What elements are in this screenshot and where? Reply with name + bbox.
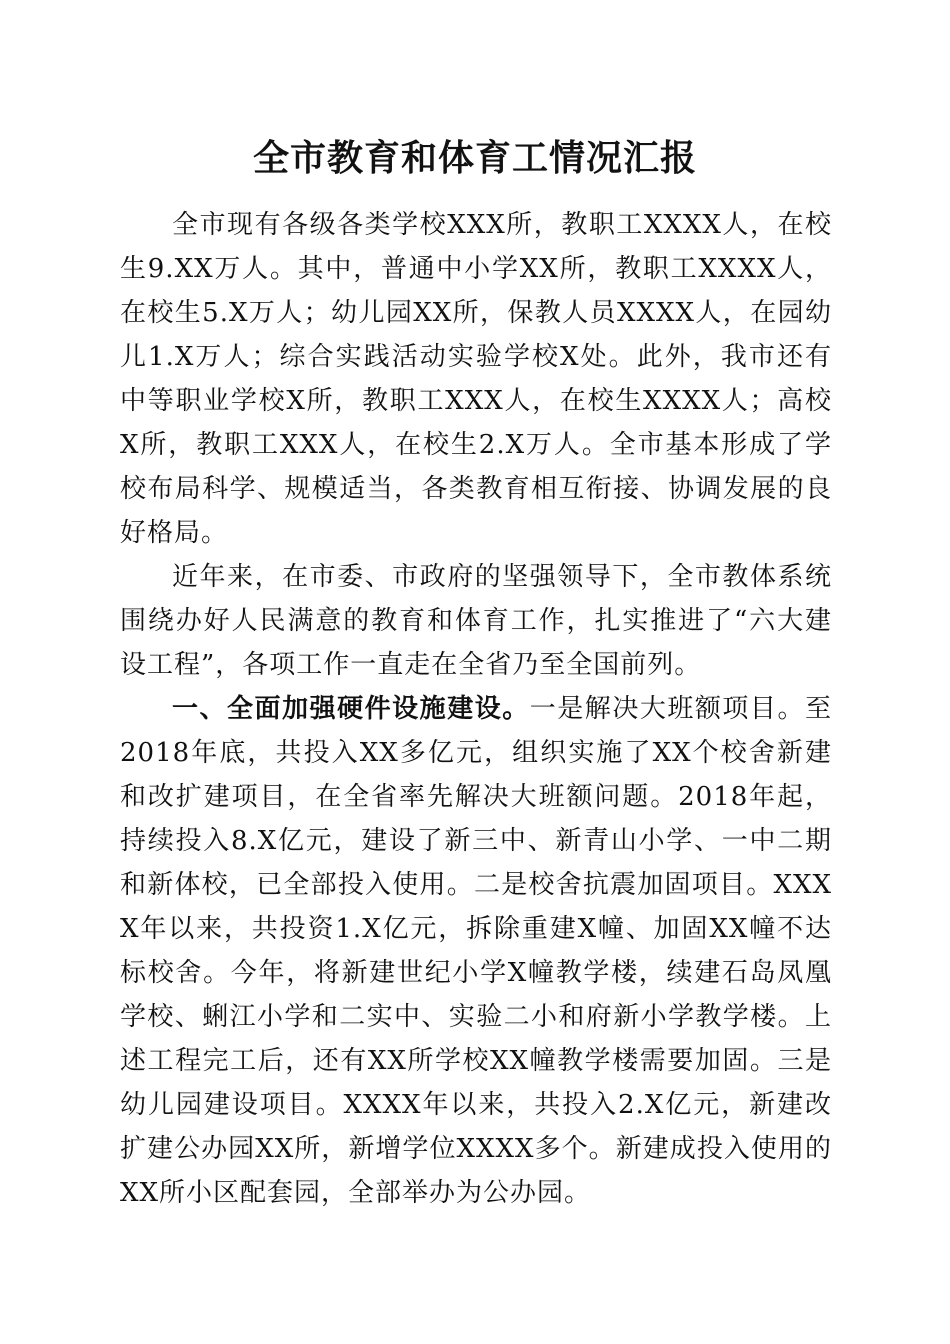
section-1-text: 一是解决大班额项目。至2018年底，共投入XX多亿元，组织实施了XX个校舍新建和改扩建项目，在全省率先解决大班额问题。2018年起，持续投入8.X亿元，建设了新三中、新青山小学、一中二期和新体校，已全部投入使用。二是校舍抗震加固项目。XXXX年以来，共投资1.X亿元，拆除重建X幢、加固XX幢不达标校舍。今年，将新建世纪小学X幢教学楼，续建石岛凤凰学校、蜊江小学和二实中、实验二小和府新小学教学楼。上述工程完工后，还有XX所学校XX幢教学楼需要加固。三是幼儿园建设项目。XXXX年以来，共投入2.X亿元，新建改扩建公办园XX所，新增学位XXXX多个。新建成投入使用的XX所小区配套园，全部举办为公办园。: [120, 694, 832, 1208]
paragraph-section-1: [120, 687, 832, 1215]
document-body: [120, 203, 832, 1215]
document-title: 全市教育和体育工情况汇报: [252, 137, 697, 179]
section-1-heading: 一、全面加强硬件设施建设。: [172, 694, 530, 724]
paragraph-school-overview: 全市现有各级各类学校XXX所，教职工XXXX人，在校生9.XX万人。其中，普通中小学XX所，教职工XXXX人，在校生5.X万人；幼儿园XX所，保教人员XXXX人，在园幼儿1.X万人；综合实践活动实验学校X处。此外，我市还有中等职业学校X所，教职工XXX人，在校生XXXX人；高校X所，教职工XXX人，在校生2.X万人。全市基本形成了学校布局科学、规模适当，各类教育相互衔接、协调发展的良好格局。: [120, 210, 832, 548]
paragraph-recent-years: 近年来，在市委、市政府的坚强领导下，全市教体系统围绕办好人民满意的教育和体育工作，扎实推进了“六大建设工程”，各项工作一直走在全省乃至全国前列。: [120, 562, 832, 680]
